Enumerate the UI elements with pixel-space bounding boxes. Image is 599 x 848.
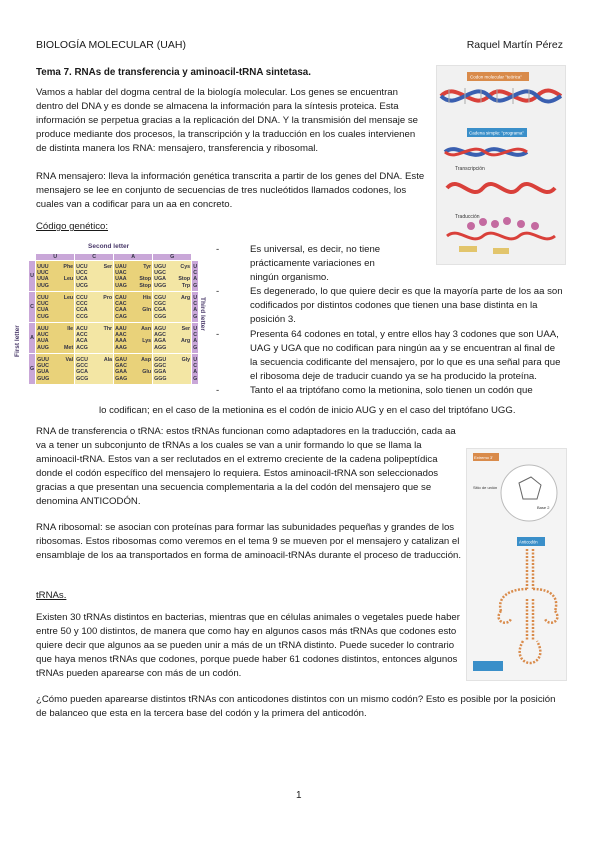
codon-block <box>36 292 75 323</box>
second-letter-base: C <box>75 254 114 261</box>
codons: AGA AGG <box>154 338 167 351</box>
amino-acid: Tyr <box>143 263 152 270</box>
first-letter-base: A <box>29 323 36 354</box>
trna-illustration <box>467 449 566 680</box>
dogma-figure <box>436 65 566 265</box>
bullet-item <box>216 243 396 285</box>
codon-entry <box>115 264 151 277</box>
codon-entry <box>76 357 112 383</box>
codon-block <box>153 261 192 292</box>
second-letter-base: G <box>153 254 192 261</box>
rrna-paragraph: RNA ribosomal: se asocian con proteínas para formar las subunidades pequeñas y grandes de los ribosomas. Estos ribosomas como veremos en el tema 9 se mueven por el mensajero y catalizan el ensamblaje de los aa transportados en forma de aminoacil-tRNAs durante el proceso de traducción. <box>36 522 462 562</box>
first-letter-base: C <box>29 292 36 323</box>
amino-acid: Cys <box>180 263 191 270</box>
amino-acid: Gln <box>142 307 152 314</box>
bullet-dash: - <box>216 328 220 340</box>
trnas-paragraph: Existen 30 tRNAs distintos en bacterias, mientras que en células animales o vegetales puede haber entre 50 y 100 distintos, de manera que como hay en algunos casos más tRNAs que codones esto quiere decir que algunos aa se pueden unir a más de un tRNA distinto. Puede suceder lo contrario que haya menos tRNAs que codones, porque puede haber 61 codones distintos, entonces algunos tRNAs pueden aparearse con más de un codón. <box>36 612 460 680</box>
table-corner <box>192 254 199 261</box>
codons: CCU CCC CCA CCG <box>76 294 88 320</box>
codons: UAG <box>115 282 127 289</box>
table-corner <box>29 254 36 261</box>
amino-acid: Ala <box>103 356 113 363</box>
amino-acid: Ser <box>181 325 191 332</box>
second-letter-base: U <box>36 254 75 261</box>
amino-acid: Asn <box>141 325 152 332</box>
amino-acid: Pro <box>103 294 113 301</box>
third-letter-label: Third letter <box>199 297 206 331</box>
codons: UGA <box>154 276 166 283</box>
codon-entry <box>37 357 73 383</box>
codons: AAA AAG <box>115 338 127 351</box>
amino-acid: Stop <box>139 276 152 283</box>
amino-acid: Trp <box>181 282 191 289</box>
bullet-dash: - <box>216 286 220 298</box>
codon-entry <box>154 283 190 289</box>
table-row <box>29 261 199 292</box>
question-paragraph: ¿Cómo pueden aparearse distintos tRNAs con anticodones distintos con un mismo codón? Esto es posible por la posición de balanceo que esta en la tercera base del codón y la primera del anticodón. <box>36 694 556 720</box>
amino-acid: Arg <box>181 294 191 301</box>
codon-block <box>36 323 75 354</box>
codon-entry <box>154 326 190 339</box>
genetic-code-grid <box>28 253 199 385</box>
codons: AAU AAC <box>115 325 127 338</box>
genetic-code-bullets <box>216 243 564 398</box>
codons: UCU UCC UCA UCG <box>76 263 88 289</box>
intro-paragraph: Vamos a hablar del dogma central de la biología molecular. Los genes se encuentran dentro del DNA y es donde se almacena la información para la síntesis proteica. Esta información se perpetua gracias a la replicación del DNA. Y la transmisión del mensaje se produce mediante dos procesos, la transcripción y la traducción en los cuales intervienen de distinta manera los RNA: mensajero, transferencia y ribosomal. <box>36 87 418 155</box>
bullet-text: Es degenerado, lo que quiere decir es que la mayoría parte de los aa son codificados por distintos codones que tienen una base distinta en la posición 3. <box>250 286 563 326</box>
codons: CAA CAG <box>115 307 127 320</box>
genetic-code-table <box>28 253 199 385</box>
bullet-item <box>216 328 564 384</box>
trna-figure <box>466 448 567 681</box>
codons: AUU AUC AUA <box>37 325 49 345</box>
codon-entry <box>154 295 190 321</box>
codons: GAU GAC <box>115 356 127 369</box>
codon-entry <box>37 326 73 345</box>
codon-block <box>114 261 153 292</box>
codon-block <box>114 354 153 385</box>
amino-acid: Asp <box>141 356 152 363</box>
codon-entry <box>154 338 190 351</box>
trna-paragraph: RNA de transferencia o tRNA: estos tRNAs funcionan como adaptadores en la traducción, cada aa va a tener un subconjunto de tRNAs a los cuales se van a unir formando lo que se llama la aminoacil-tRNA. Estos van a ser reclutados en el extremo creciente de la cadena polipeptídica donde el codón específico del mensajero lo requiera. Estos aminoacil-tRNA son seleccionados gracias a que presentan una secuencia complementaria a la del codón del mensajero que se denomina ANTICODÓN. <box>36 426 456 508</box>
codons: AUG <box>37 344 49 351</box>
table-row <box>29 323 199 354</box>
fig1-top-label: Codon molecular "teórica" <box>470 74 522 80</box>
codons: GAA GAG <box>115 369 128 382</box>
codon-block <box>75 261 114 292</box>
bullet-text: Es universal, es decir, no tiene prácticamente variaciones en ningún organismo. <box>250 244 381 284</box>
codons: CUU CUC CUA CUG <box>37 294 49 320</box>
document-title: Tema 7. RNAs de transferencia y aminoacil-tRNA sintetasa. <box>36 67 311 78</box>
codons: GCU GCC GCA GCG <box>76 356 89 382</box>
codon-entry <box>115 295 151 308</box>
third-letter-bases: U C A G <box>192 323 199 354</box>
bullet-dash: - <box>216 384 220 396</box>
first-letter-base: G <box>29 354 36 385</box>
codon-entry <box>154 357 190 383</box>
codon-entry <box>115 369 151 382</box>
table-row <box>29 292 199 323</box>
codon-block <box>114 292 153 323</box>
table-row <box>29 354 199 385</box>
first-letter-label: First letter <box>14 325 21 357</box>
codon-block <box>153 292 192 323</box>
mrna-paragraph: RNA mensajero: lleva la información genética transcrita a partir de los genes del DNA. Este mensajero se lee en conjunto de secuencias de tres nucleótidos llamados codones, los cuales van a codificar para un aa en concreto. <box>36 171 425 211</box>
bullet-continuation: lo codifican; en el caso de la metionina es el codón de inicio AUG y en el caso del triptófano UGG. <box>99 405 516 416</box>
fig1-transcription-label: Transcripción <box>455 166 485 172</box>
page-number: 1 <box>296 790 302 801</box>
codon-entry <box>115 357 151 370</box>
fig1-translation-label: Traducción <box>455 214 480 220</box>
fig2-label-1: Extremo 3' <box>474 455 493 460</box>
amino-acid: His <box>142 294 152 301</box>
bullet-dash: - <box>216 244 220 255</box>
amino-acid: Val <box>65 356 74 363</box>
codon-entry <box>37 264 73 277</box>
fig2-label-2: Base 2 <box>537 505 550 510</box>
codon-entry <box>37 276 73 289</box>
amino-acid: Leu <box>63 294 74 301</box>
codon-entry <box>37 345 73 351</box>
second-letter-label: Second letter <box>88 243 130 250</box>
amino-acid: Gly <box>181 356 191 363</box>
codons: GUU GUC GUA GUG <box>37 356 50 382</box>
trnas-heading: tRNAs. <box>36 590 67 601</box>
amino-acid: Leu <box>63 276 74 283</box>
fig2-anticodon-label: Anticodón <box>519 539 538 545</box>
codons: UGG <box>154 282 167 289</box>
amino-acid: Stop <box>178 276 191 283</box>
codon-entry <box>154 264 190 277</box>
bullet-text: Presenta 64 codones en total, y entre ellos hay 3 codones que son UAA, UAG y UGA que no codifican para ningún aa y se encuentran al final de la secuencia codificante del mensajero, por lo que es una señal para que el ribosoma deje de traducir cuando ya se ha producido la proteína. <box>250 328 561 382</box>
header-left: BIOLOGÍA MOLECULAR (UAH) <box>36 39 186 51</box>
codons: CAU CAC <box>115 294 127 307</box>
codons: UAU UAC <box>115 263 127 276</box>
amino-acid: Ile <box>67 325 74 332</box>
second-letter-base: A <box>114 254 153 261</box>
fig2-label-3: Sitio de unión <box>473 485 498 490</box>
codons: AGU AGC <box>154 325 166 338</box>
bullet-item <box>216 285 564 327</box>
codons: UUU UUC <box>37 263 49 276</box>
amino-acid: Met <box>64 344 74 351</box>
codons: UGU UGC <box>154 263 166 276</box>
third-letter-bases: U C A G <box>192 292 199 323</box>
header-right: Raquel Martín Pérez <box>466 39 563 51</box>
codons: UUA UUG <box>37 276 49 289</box>
codon-block <box>153 323 192 354</box>
codons: UAA <box>115 276 127 283</box>
amino-acid: Phe <box>63 263 74 270</box>
codon-entry <box>115 326 151 339</box>
codon-block <box>75 292 114 323</box>
bullet-item <box>216 384 564 398</box>
genetic-code-table-figure <box>14 243 212 393</box>
amino-acid: Ser <box>103 263 113 270</box>
codon-block <box>36 261 75 292</box>
codons: ACU ACC ACA ACG <box>76 325 88 351</box>
codon-block <box>75 354 114 385</box>
codons: CGU CGC CGA CGG <box>154 294 167 320</box>
codons: GGU GGC GGA GGG <box>154 356 167 382</box>
amino-acid: Thr <box>103 325 113 332</box>
genetic-code-heading: Código genético: <box>36 221 109 232</box>
codon-block <box>36 354 75 385</box>
codon-block <box>153 354 192 385</box>
amino-acid: Stop <box>139 282 152 289</box>
codon-entry <box>76 326 112 352</box>
third-letter-bases: U C A G <box>192 261 199 292</box>
amino-acid: Lys <box>142 338 152 345</box>
first-letter-base: U <box>29 261 36 292</box>
codon-entry <box>115 338 151 351</box>
third-letter-bases: U C A G <box>192 354 199 385</box>
codon-entry <box>115 307 151 320</box>
codon-block <box>75 323 114 354</box>
bullet-text: Tanto el aa triptófano como la metionina, solo tienen un codón que <box>250 384 533 396</box>
amino-acid: Glu <box>142 369 152 376</box>
codon-entry <box>37 295 73 321</box>
codon-block <box>114 323 153 354</box>
codon-entry <box>115 283 151 289</box>
codon-entry <box>76 264 112 290</box>
amino-acid: Arg <box>181 338 191 345</box>
fig1-mid-label: Cadena simple: "programa" <box>469 130 524 136</box>
codon-entry <box>76 295 112 321</box>
dna-transcription-translation-illustration <box>437 66 565 264</box>
